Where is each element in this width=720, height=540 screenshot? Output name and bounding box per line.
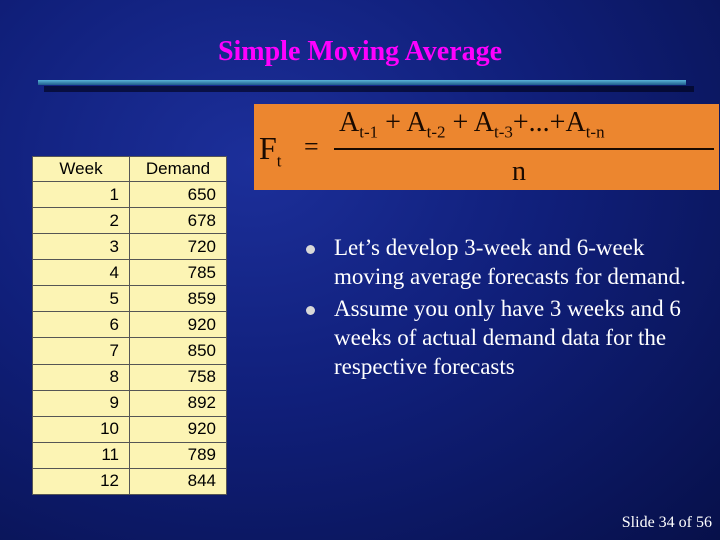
formula-box <box>254 104 719 190</box>
demand-cell: 892 <box>130 390 227 416</box>
table-header-row <box>33 157 227 182</box>
bullet-item <box>306 233 706 291</box>
formula-operator: + <box>378 107 407 138</box>
bullet-dot-icon <box>306 245 315 254</box>
week-cell: 4 <box>33 260 130 286</box>
week-cell: 2 <box>33 208 130 234</box>
formula-equals: = <box>304 132 319 161</box>
week-cell: 3 <box>33 234 130 260</box>
week-cell: 11 <box>33 442 130 468</box>
demand-cell: 850 <box>130 338 227 364</box>
demand-cell: 920 <box>130 416 227 442</box>
week-cell: 7 <box>33 338 130 364</box>
demand-cell: 859 <box>130 286 227 312</box>
table-row <box>33 468 227 494</box>
formula-operator: +...+ <box>512 107 566 138</box>
formula-term: $A_{t-3}$ <box>473 107 513 142</box>
table-row <box>33 312 227 338</box>
table-row <box>33 234 227 260</box>
table-row <box>33 364 227 390</box>
demand-table <box>32 156 227 495</box>
week-cell: 10 <box>33 416 130 442</box>
week-cell: 6 <box>33 312 130 338</box>
table-row <box>33 442 227 468</box>
formula-term: $A_{t-1}$ <box>339 107 379 142</box>
week-cell: 1 <box>33 182 130 208</box>
demand-cell: 785 <box>130 260 227 286</box>
title-rule-shadow <box>44 86 694 92</box>
demand-cell: 844 <box>130 468 227 494</box>
formula-operator: + <box>445 107 474 138</box>
table-row <box>33 182 227 208</box>
table-row <box>33 416 227 442</box>
week-cell: 9 <box>33 390 130 416</box>
formula-term: $A_{t-n}$ <box>565 107 605 142</box>
week-cell: 8 <box>33 364 130 390</box>
week-cell: 5 <box>33 286 130 312</box>
demand-cell: 758 <box>130 364 227 390</box>
demand-cell: 789 <box>130 442 227 468</box>
bullet-dot-icon <box>306 306 315 315</box>
slide-title: Simple Moving Average <box>217 36 503 67</box>
table-row <box>33 260 227 286</box>
fraction-bar <box>334 148 714 150</box>
header-week: Week <box>33 157 130 182</box>
week-cell: 12 <box>33 468 130 494</box>
title-rule <box>38 80 686 85</box>
slide-number: Slide 34 of 56 <box>621 514 712 531</box>
demand-cell: 720 <box>130 234 227 260</box>
bullet-text: Assume you only have 3 weeks and 6 weeks of actual demand data for the respective forecasts <box>334 296 681 379</box>
demand-cell: 650 <box>130 182 227 208</box>
bullet-list <box>306 233 706 384</box>
table-row <box>33 286 227 312</box>
table-row <box>33 208 227 234</box>
table-row <box>33 390 227 416</box>
bullet-text: Let’s develop 3-week and 6-week moving average forecasts for demand. <box>334 235 686 289</box>
formula-term: $A_{t-2}$ <box>406 107 446 142</box>
header-demand: Demand <box>130 157 227 182</box>
formula-numerator <box>339 107 605 143</box>
bullet-item <box>306 294 706 381</box>
demand-cell: 678 <box>130 208 227 234</box>
formula-lhs: $F_t$ <box>259 130 282 171</box>
table-row <box>33 338 227 364</box>
formula-denominator: n <box>512 156 526 187</box>
demand-cell: 920 <box>130 312 227 338</box>
